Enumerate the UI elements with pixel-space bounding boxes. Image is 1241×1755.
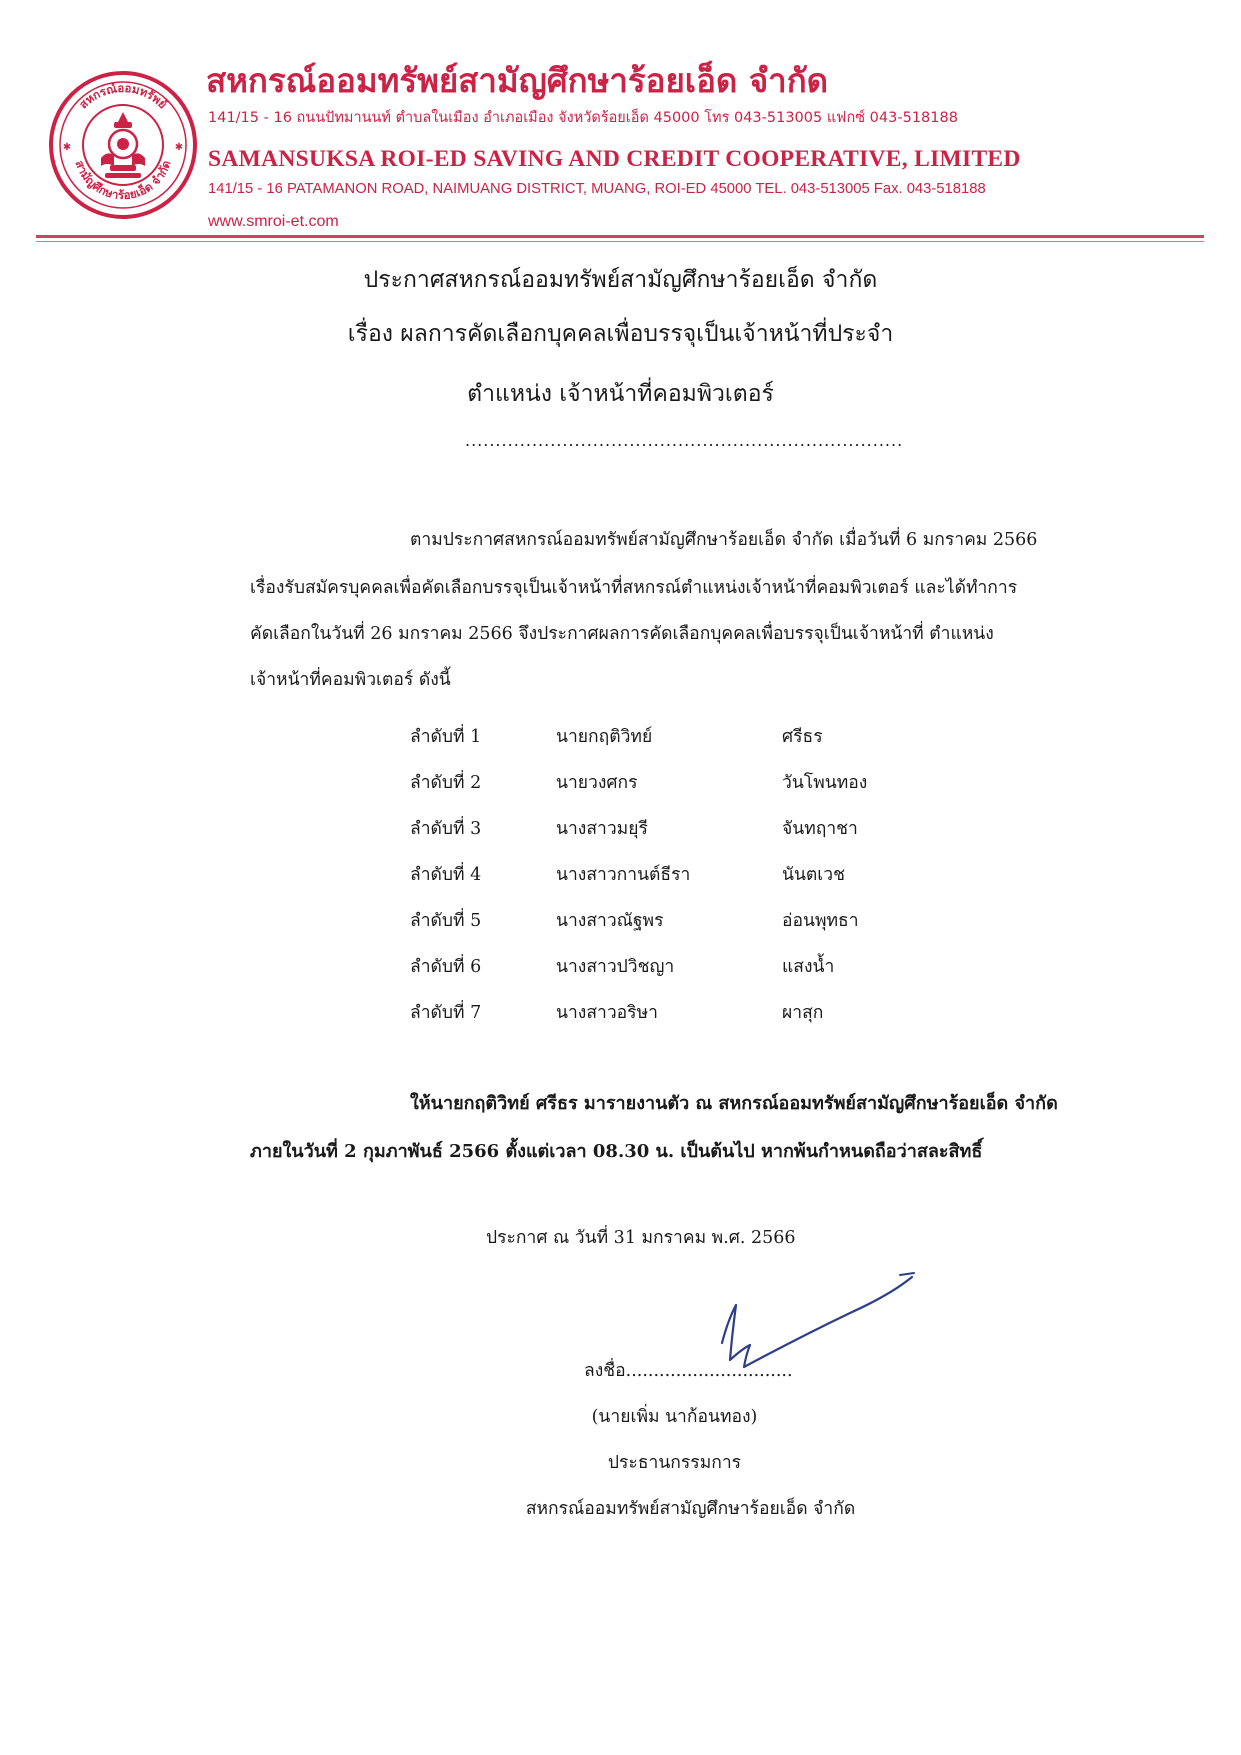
first-name: นางสาวกานต์ธีรา: [556, 865, 691, 885]
announcement-position: ตำแหน่ง เจ้าหน้าที่คอมพิวเตอร์: [467, 381, 774, 407]
signer-organization: สหกรณ์ออมทรัพย์สามัญศึกษาร้อยเอ็ด จำกัด: [525, 1499, 856, 1519]
announcement-title: ประกาศสหกรณ์ออมทรัพย์สามัญศึกษาร้อยเอ็ด จำกัด: [363, 267, 878, 293]
rank-label: ลำดับที่ 1: [410, 727, 482, 747]
body-paragraph-line-4: เจ้าหน้าที่คอมพิวเตอร์ ดังนี้: [250, 670, 451, 690]
heading-dotted-divider: ........................................................................: [465, 431, 904, 450]
last-name: อ่อนพุทธา: [782, 911, 859, 931]
body-paragraph-line-2: เรื่องรับสมัครบุคคลเพื่อคัดเลือกบรรจุเป็นเจ้าหน้าที่สหกรณ์ตำแหน่งเจ้าหน้าที่คอมพิวเตอร์ และได้ทำการ: [250, 578, 1018, 598]
list-item: [410, 906, 930, 936]
cooperative-name-thai: สหกรณ์ออมทรัพย์สามัญศึกษาร้อยเอ็ด จำกัด: [206, 61, 829, 100]
body-paragraph-line-1: ตามประกาศสหกรณ์ออมทรัพย์สามัญศึกษาร้อยเอ็ด จำกัด เมื่อวันที่ 6 มกราคม 2566: [410, 530, 1038, 550]
signature-line: ลงชื่อ..............................: [584, 1361, 793, 1381]
first-name: นายวงศกร: [556, 773, 638, 793]
rank-label: ลำดับที่ 2: [410, 773, 482, 793]
cooperative-name-english: SAMANSUKSA ROI-ED SAVING AND CREDIT COOPERATIVE, LIMITED: [208, 146, 1021, 172]
last-name: วันโพนทอง: [782, 773, 868, 793]
svg-text:สหกรณ์ออมทรัพย์: สหกรณ์ออมทรัพย์: [76, 80, 170, 112]
first-name: นางสาวมยุรี: [556, 819, 648, 839]
first-name: นางสาวปวิชญา: [556, 957, 675, 977]
svg-text:✱: ✱: [62, 142, 72, 153]
letterhead-divider-thin: [36, 241, 1204, 242]
last-name: ผาสุก: [782, 1003, 824, 1023]
rank-label: ลำดับที่ 4: [410, 865, 482, 885]
announcement-date: ประกาศ ณ วันที่ 31 มกราคม พ.ศ. 2566: [486, 1228, 796, 1248]
list-item: [410, 814, 930, 844]
announcement-subject: เรื่อง ผลการคัดเลือกบุคคลเพื่อบรรจุเป็นเจ้าหน้าที่ประจำ: [347, 321, 894, 347]
list-item: [410, 860, 930, 890]
rank-label: ลำดับที่ 3: [410, 819, 482, 839]
first-name: นางสาวณัฐพร: [556, 911, 664, 931]
cooperative-address-thai: 141/15 - 16 ถนนปัทมานนท์ ตำบลในเมือง อำเภอเมือง จังหวัดร้อยเอ็ด 45000 โทร 043-513005 แฟกซ์ 043-518188: [208, 110, 958, 126]
first-name: นางสาวอริษา: [556, 1003, 658, 1023]
list-item: [410, 998, 930, 1028]
signer-title: ประธานกรรมการ: [607, 1453, 742, 1473]
last-name: ศรีธร: [782, 727, 823, 747]
svg-text:✱: ✱: [174, 142, 184, 153]
list-item: [410, 722, 930, 752]
last-name: นันตเวช: [782, 865, 845, 885]
report-notice-line-2: ภายในวันที่ 2 กุมภาพันธ์ 2566 ตั้งแต่เวลา 08.30 น. เป็นต้นไป หากพ้นกำหนดถือว่าสละสิทธิ์: [250, 1141, 983, 1162]
signer-name: (นายเพิ่ม นาก้อนทอง): [591, 1407, 758, 1427]
last-name: จันทฤาชา: [782, 819, 858, 839]
list-item: [410, 952, 930, 982]
body-paragraph-line-3: คัดเลือกในวันที่ 26 มกราคม 2566 จึงประกาศผลการคัดเลือกบุคคลเพื่อบรรจุเป็นเจ้าหน้าที่ ตำแหน่ง: [250, 624, 994, 644]
cooperative-address-english: 141/15 - 16 PATAMANON ROAD, NAIMUANG DISTRICT, MUANG, ROI-ED 45000 TEL. 043-513005 Fax. 043-518188: [208, 181, 986, 197]
last-name: แสงน้ำ: [782, 957, 835, 977]
rank-label: ลำดับที่ 5: [410, 911, 482, 931]
rank-label: ลำดับที่ 7: [410, 1003, 482, 1023]
first-name: นายกฤติวิทย์: [556, 727, 653, 747]
cooperative-seal-logo: [48, 70, 198, 220]
report-notice-line-1: ให้นายกฤติวิทย์ ศรีธร มารายงานตัว ณ สหกรณ์ออมทรัพย์สามัญศึกษาร้อยเอ็ด จำกัด: [410, 1093, 1058, 1114]
list-item: [410, 768, 930, 798]
rank-label: ลำดับที่ 6: [410, 957, 482, 977]
cooperative-website: www.smroi-et.com: [208, 213, 339, 230]
letterhead-divider-thick: [36, 235, 1204, 238]
svg-text:สามัญศึกษาร้อยเอ็ด จำกัด: สามัญศึกษาร้อยเอ็ด จำกัด: [72, 158, 174, 203]
